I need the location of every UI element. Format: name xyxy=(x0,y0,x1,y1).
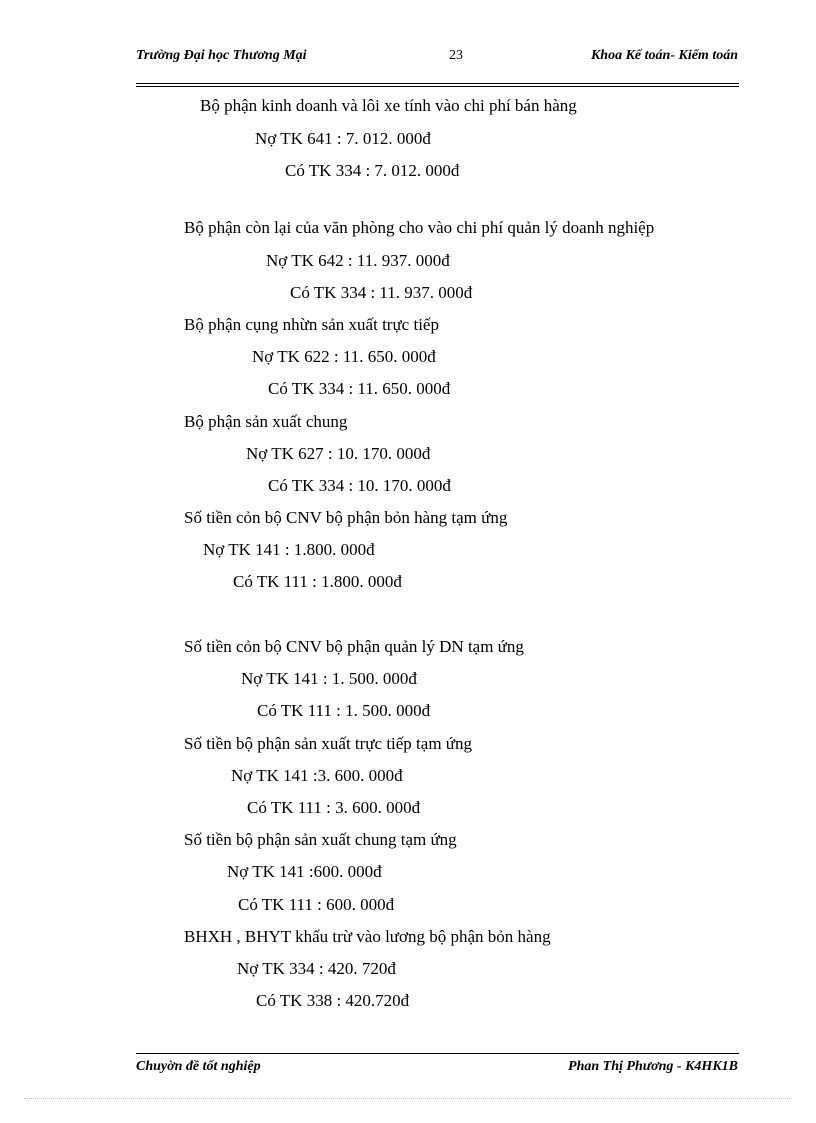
credit-entry: Có TK 334 : 10. 170. 000đ xyxy=(268,476,451,495)
line-direct-advance: Số tiền bộ phận sản xuất trực tiếp tạm ứng xyxy=(184,734,473,753)
line-direct-production: Bộ phận cụng nhừn sản xuất trực tiếp xyxy=(184,315,439,334)
page-number: 23 xyxy=(449,48,463,63)
line-sales-dept: Bộ phận kinh doanh và lôi xe tính vào chi phí bán hàng xyxy=(200,96,577,115)
debit-entry: Nợ TK 642 : 11. 937. 000đ xyxy=(266,251,450,270)
footer-rule xyxy=(136,1053,739,1054)
credit-entry: Có TK 111 : 600. 000đ xyxy=(238,895,395,914)
line-general-advance: Số tiền bộ phận sản xuất chung tạm ứng xyxy=(184,830,457,849)
debit-entry: Nợ TK 334 : 420. 720đ xyxy=(237,959,396,978)
debit-entry: Nợ TK 627 : 10. 170. 000đ xyxy=(246,444,431,463)
header-school: Trường Đại học Thương Mại xyxy=(136,48,307,63)
footer-author: Phan Thị Phương - K4HK1B xyxy=(568,1059,738,1074)
line-sales-advance: Số tiền cỏn bộ CNV bộ phận bỏn hàng tạm ứng xyxy=(184,508,508,527)
page-edge-divider xyxy=(24,1098,792,1099)
header-rule-top xyxy=(136,83,739,84)
debit-entry: Nợ TK 141 : 1.800. 000đ xyxy=(203,540,375,559)
debit-entry: Nợ TK 641 : 7. 012. 000đ xyxy=(255,129,431,148)
credit-entry: Có TK 111 : 1.800. 000đ xyxy=(233,572,402,591)
header-rule-bottom xyxy=(136,86,739,87)
debit-entry: Nợ TK 141 : 1. 500. 000đ xyxy=(241,669,417,688)
credit-entry: Có TK 334 : 11. 937. 000đ xyxy=(290,283,473,302)
header-faculty: Khoa Kế toán- Kiểm toán xyxy=(590,48,738,63)
credit-entry: Có TK 111 : 1. 500. 000đ xyxy=(257,701,431,720)
credit-entry: Có TK 111 : 3. 600. 000đ xyxy=(247,798,421,817)
credit-entry: Có TK 334 : 11. 650. 000đ xyxy=(268,379,451,398)
credit-entry: Có TK 334 : 7. 012. 000đ xyxy=(285,161,460,180)
credit-entry: Có TK 338 : 420.720đ xyxy=(256,991,410,1010)
debit-entry: Nợ TK 622 : 11. 650. 000đ xyxy=(252,347,436,366)
line-insurance-deduction: BHXH , BHYT khấu trừ vào lương bộ phận bỏn hàng xyxy=(184,927,551,946)
line-admin-advance: Số tiền cỏn bộ CNV bộ phận quản lý DN tạm ứng xyxy=(184,637,524,656)
footer-title: Chuyờn đề tốt nghiệp xyxy=(136,1059,261,1074)
debit-entry: Nợ TK 141 :3. 600. 000đ xyxy=(231,766,403,785)
line-general-production: Bộ phận sản xuất chung xyxy=(184,412,348,431)
line-admin-dept: Bộ phận còn lại của văn phòng cho vào chi phí quản lý doanh nghiệp xyxy=(184,218,655,237)
debit-entry: Nợ TK 141 :600. 000đ xyxy=(227,862,382,881)
